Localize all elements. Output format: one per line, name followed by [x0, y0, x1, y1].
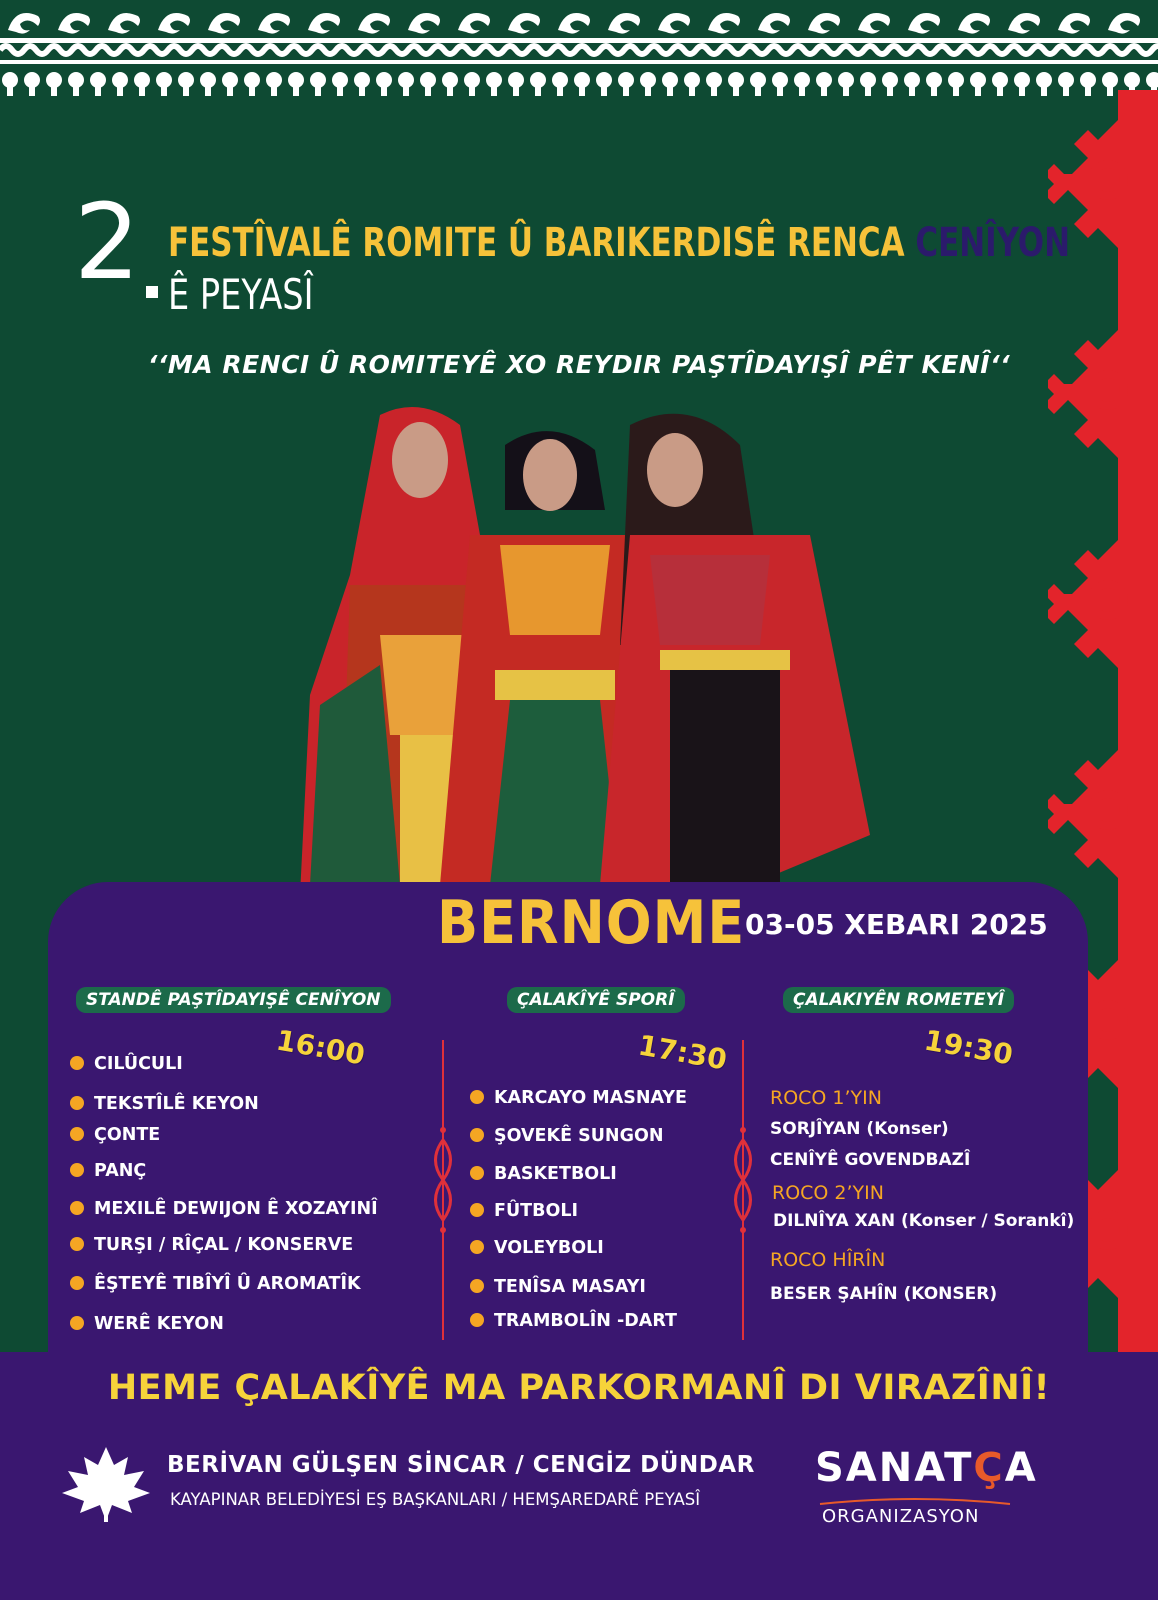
- bullet-icon: [470, 1203, 484, 1217]
- day-3-event-1: BESER ŞAHÎN (KONSER): [770, 1284, 998, 1304]
- day-2-event-1: DILNÎYA XAN (Konser / Sorankî): [773, 1211, 1075, 1231]
- bullet-icon: [70, 1316, 84, 1330]
- organizer-subtitle: ORGANIZASYON: [822, 1506, 980, 1527]
- bullet-icon: [70, 1201, 84, 1215]
- column-title-sports: ÇALAKÎYÊ SPORÎ: [507, 987, 685, 1013]
- women-illustration: [280, 405, 900, 885]
- column-title-culture: ÇALAKIYÊN ROMETEYÎ: [783, 987, 1014, 1013]
- festival-title-accent: CENÎYON: [915, 220, 1071, 266]
- ornament-divider-icon: [728, 1040, 758, 1340]
- list-item: VOLEYBOLI: [470, 1238, 604, 1258]
- festival-title: [168, 220, 1070, 266]
- day-1-event-2: CENÎYÊ GOVENDBAZÎ: [770, 1150, 971, 1170]
- bullet-icon: [70, 1276, 84, 1290]
- column-title-stands: STANDÊ PAŞTÎDAYIŞÊ CENÎYON: [76, 987, 391, 1013]
- day-3-label: ROCO HÎRÎN: [770, 1249, 886, 1271]
- list-item: BASKETBOLI: [470, 1164, 617, 1184]
- ornament-divider-icon: [428, 1040, 458, 1340]
- day-2-label: ROCO 2’YIN: [772, 1182, 884, 1204]
- organizer-logo-part1: SANAT: [815, 1445, 974, 1491]
- call-to-action: HEME ÇALAKÎYÊ MA PARKORMANÎ DI VIRAZÎNÎ!: [107, 1368, 1051, 1408]
- festival-dates: 03-05 XEBARI 2025: [745, 908, 1048, 941]
- list-item: TEKSTÎLÊ KEYON: [70, 1094, 259, 1114]
- edition-dot: [146, 286, 158, 298]
- organizer-logo-part2: A: [1004, 1445, 1038, 1491]
- list-item: TURŞI / RÎÇAL / KONSERVE: [70, 1235, 353, 1255]
- time-stands: 16:00: [273, 1023, 368, 1072]
- day-1-label: ROCO 1’YIN: [770, 1087, 882, 1109]
- festival-title-line2: Ê PEYASÎ: [168, 270, 314, 319]
- list-item: ŞOVEKÊ SUNGON: [470, 1126, 663, 1146]
- bullet-icon: [70, 1127, 84, 1141]
- leaf-logo-icon: [56, 1442, 156, 1522]
- mayors-names: BERİVAN GÜLŞEN SİNCAR / CENGİZ DÜNDAR: [167, 1452, 755, 1478]
- slogan: ‘‘MA RENCI Û ROMITEYÊ XO REYDIR PAŞTÎDAYIŞÎ PÊT KENÎ‘‘: [147, 350, 1011, 379]
- bullet-icon: [470, 1240, 484, 1254]
- organizer-logo-accent: Ç: [973, 1445, 1005, 1491]
- bullet-icon: [470, 1166, 484, 1180]
- top-ornament-border: [0, 0, 1158, 100]
- list-item: KARCAYO MASNAYE: [470, 1088, 687, 1108]
- list-item: ÊŞTEYÊ TIBÎYÎ Û AROMATÎK: [70, 1274, 361, 1294]
- list-item: ÇONTE: [70, 1125, 160, 1145]
- time-culture: 19:30: [921, 1023, 1016, 1072]
- list-item: PANÇ: [70, 1161, 146, 1181]
- bullet-icon: [70, 1096, 84, 1110]
- bullet-icon: [70, 1237, 84, 1251]
- mayors-title: KAYAPINAR BELEDİYESİ EŞ BAŞKANLARI / HEMŞAREDARÊ PEYASÎ: [170, 1490, 701, 1509]
- list-item: TENÎSA MASAYI: [470, 1277, 646, 1297]
- organizer-logo: [815, 1445, 1038, 1491]
- list-item: MEXILÊ DEWIJON Ê XOZAYINÎ: [70, 1199, 378, 1219]
- list-item: WERÊ KEYON: [70, 1314, 224, 1334]
- bullet-icon: [470, 1313, 484, 1327]
- edition-number: 2: [74, 181, 141, 303]
- bullet-icon: [470, 1090, 484, 1104]
- program-heading: BERNOME: [437, 888, 746, 958]
- bullet-icon: [70, 1056, 84, 1070]
- festival-title-main: FESTÎVALÊ ROMITE Û BARIKERDISÊ RENCA: [168, 220, 905, 266]
- list-item: FÛTBOLI: [470, 1201, 578, 1221]
- list-item: TRAMBOLÎN -DART: [470, 1311, 677, 1331]
- bullet-icon: [470, 1279, 484, 1293]
- list-item: CILÛCULI: [70, 1054, 183, 1074]
- woman-right-figure: [600, 414, 870, 885]
- time-sports: 17:30: [635, 1028, 730, 1077]
- bullet-icon: [470, 1128, 484, 1142]
- day-1-event-1: SORJÎYAN (Konser): [770, 1119, 949, 1139]
- bullet-icon: [70, 1163, 84, 1177]
